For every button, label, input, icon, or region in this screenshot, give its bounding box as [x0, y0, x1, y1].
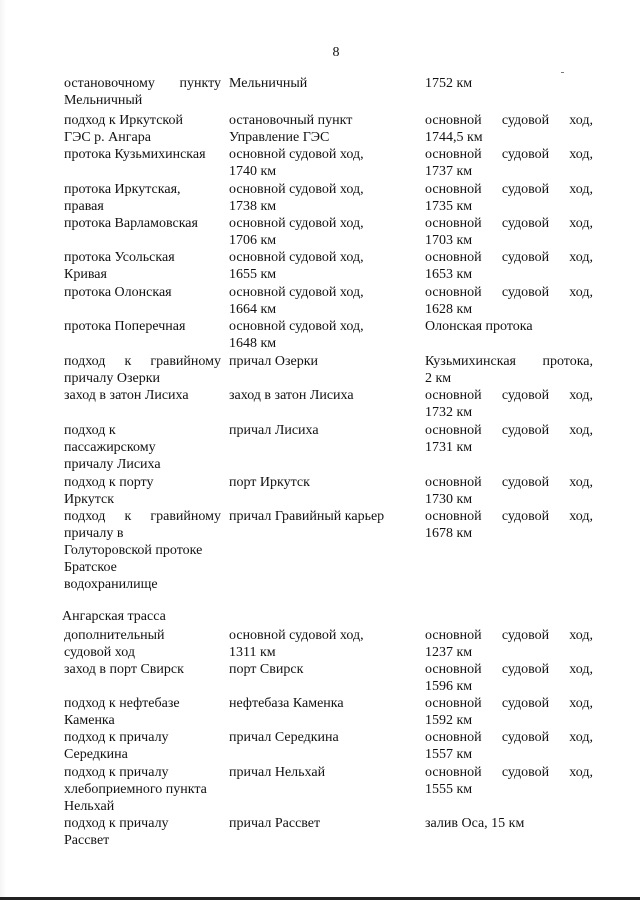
cell-line: Мельничный	[64, 93, 143, 108]
cell-line: остановочному пункту	[64, 76, 221, 91]
junction-cell	[425, 353, 593, 387]
cell-line: основной судовой ход,	[229, 250, 364, 265]
destination-cell	[229, 764, 409, 781]
cell-line: 1237 км	[425, 645, 473, 660]
junction-cell	[425, 387, 593, 421]
cell-line: Голуторовской протоке	[64, 543, 203, 558]
cell-line: протока Поперечная	[64, 319, 186, 334]
cell-line: основной судовой ход,	[229, 285, 364, 300]
cell-line: основной судовой ход,	[425, 250, 593, 265]
cell-line: 1738 км	[229, 199, 277, 214]
cell-line: водохранилище	[64, 577, 158, 592]
cell-line: подход к причалу	[64, 730, 169, 745]
cell-line: Середкина	[64, 747, 128, 762]
cell-line: 1653 км	[425, 267, 473, 282]
junction-cell	[425, 764, 593, 798]
cell-line: 1592 км	[425, 713, 473, 728]
cell-line: залив Оса, 15 км	[425, 816, 525, 831]
destination-cell	[229, 112, 409, 146]
cell-line: подход к	[64, 423, 116, 438]
waterway-cell	[64, 661, 221, 678]
cell-line: Мельничный	[229, 76, 308, 91]
cell-line: 1664 км	[229, 302, 277, 317]
cell-line: основной судовой ход,	[229, 182, 364, 197]
cell-line: подход к причалу	[64, 765, 169, 780]
cell-line: 1706 км	[229, 233, 277, 248]
destination-cell	[229, 215, 409, 249]
destination-cell	[229, 249, 409, 283]
cell-line: Каменка	[64, 713, 115, 728]
cell-line: причал Озерки	[229, 354, 318, 369]
cell-line: Олонская протока	[425, 319, 533, 334]
waterway-cell	[64, 695, 221, 729]
cell-line: 1730 км	[425, 492, 473, 507]
waterway-cell	[64, 318, 221, 335]
cell-line: остановочный пункт	[229, 113, 353, 128]
cell-line: причал Гравийный карьер	[229, 509, 385, 524]
waterway-cell	[64, 422, 221, 473]
cell-line: Управление ГЭС	[229, 130, 330, 145]
cell-line: 1703 км	[425, 233, 473, 248]
cell-line: основной судовой ход,	[425, 628, 593, 643]
cell-line: порт Иркутск	[229, 475, 310, 490]
cell-line: 1737 км	[425, 164, 473, 179]
waterway-cell	[64, 729, 221, 763]
cell-line: подход к порту	[64, 475, 154, 490]
cell-line: Нельхай	[64, 799, 115, 814]
destination-cell	[229, 508, 409, 525]
destination-cell	[229, 284, 409, 318]
junction-cell	[425, 181, 593, 215]
junction-cell	[425, 422, 593, 456]
junction-cell	[425, 661, 593, 695]
waterway-cell	[64, 284, 221, 301]
cell-line: 2 км	[425, 371, 452, 386]
destination-cell	[229, 318, 409, 352]
waterway-cell	[64, 146, 221, 163]
cell-line: 1735 км	[425, 199, 473, 214]
cell-line: 1555 км	[425, 782, 473, 797]
cell-line: протока Иркутская,	[64, 182, 181, 197]
cell-line: основной судовой ход,	[425, 113, 593, 128]
cell-line: Рассвет	[64, 833, 110, 848]
cell-line: 1648 км	[229, 336, 277, 351]
cell-line: основной судовой ход,	[425, 388, 593, 403]
cell-line: основной судовой ход,	[229, 319, 364, 334]
cell-line: основной судовой ход,	[425, 216, 593, 231]
waterway-cell	[64, 249, 221, 283]
waterway-cell	[64, 215, 221, 232]
junction-cell	[425, 729, 593, 763]
cell-line: 1628 км	[425, 302, 473, 317]
cell-line: Иркутск	[64, 492, 115, 507]
cell-line: Братское	[64, 560, 117, 575]
cell-line: 1752 км	[425, 76, 473, 91]
cell-line: хлебоприемного пункта	[64, 782, 207, 797]
junction-cell	[425, 249, 593, 283]
cell-line: нефтебаза Каменка	[229, 696, 344, 711]
destination-cell	[229, 75, 409, 92]
cell-line: основной судовой ход,	[425, 475, 593, 490]
waterway-cell	[64, 474, 221, 508]
cell-line: 1557 км	[425, 747, 473, 762]
destination-cell	[229, 474, 409, 491]
cell-line: основной судовой ход,	[425, 696, 593, 711]
cell-line: причал Лисиха	[229, 423, 319, 438]
junction-cell	[425, 627, 593, 661]
cell-line: судовой ход	[64, 645, 135, 660]
destination-cell	[229, 627, 409, 661]
cell-line: подход к гравийному	[64, 509, 221, 524]
cell-line: причалу Озерки	[64, 371, 160, 386]
section-title: Ангарская трасса	[62, 609, 166, 624]
cell-line: 1740 км	[229, 164, 277, 179]
junction-cell	[425, 695, 593, 729]
cell-line: заход в затон Лисиха	[64, 388, 189, 403]
waterway-cell	[64, 181, 221, 215]
cell-line: Кривая	[64, 267, 107, 282]
cell-line: подход к причалу	[64, 816, 169, 831]
cell-line: основной судовой ход,	[425, 423, 593, 438]
junction-cell	[425, 146, 593, 180]
destination-cell	[229, 387, 409, 404]
scan-speck	[561, 72, 564, 73]
waterway-cell	[64, 815, 221, 849]
cell-line: основной судовой ход,	[425, 285, 593, 300]
waterway-cell	[64, 112, 221, 146]
cell-line: причал Нельхай	[229, 765, 326, 780]
cell-line: 1678 км	[425, 526, 473, 541]
cell-line: причалу в	[64, 526, 124, 541]
cell-line: основной судовой ход,	[425, 662, 593, 677]
destination-cell	[229, 729, 409, 746]
destination-cell	[229, 146, 409, 180]
cell-line: протока Кузьмихинская	[64, 147, 206, 162]
cell-line: основной судовой ход,	[229, 628, 364, 643]
cell-line: 1311 км	[229, 645, 276, 660]
destination-cell	[229, 353, 409, 370]
cell-line: порт Свирск	[229, 662, 304, 677]
cell-line: пассажирскому	[64, 440, 156, 455]
cell-line: 1744,5 км	[425, 130, 483, 145]
page-number: 8	[332, 45, 340, 60]
cell-line: заход в порт Свирск	[64, 662, 184, 677]
scan-edge-shadow	[0, 0, 6, 900]
destination-cell	[229, 695, 409, 712]
junction-cell	[425, 112, 593, 146]
cell-line: дополнительный	[64, 628, 165, 643]
cell-line: причал Середкина	[229, 730, 339, 745]
waterway-cell	[64, 387, 221, 404]
destination-cell	[229, 815, 409, 832]
cell-line: основной судовой ход,	[425, 509, 593, 524]
destination-cell	[229, 181, 409, 215]
junction-cell	[425, 215, 593, 249]
cell-line: причал Рассвет	[229, 816, 321, 831]
junction-cell	[425, 815, 593, 832]
cell-line: 1596 км	[425, 679, 473, 694]
junction-cell	[425, 284, 593, 318]
cell-line: основной судовой ход,	[425, 182, 593, 197]
cell-line: протока Варламовская	[64, 216, 198, 231]
cell-line: протока Олонская	[64, 285, 172, 300]
waterway-cell	[64, 627, 221, 661]
cell-line: ГЭС р. Ангара	[64, 130, 151, 145]
waterway-cell	[64, 508, 221, 593]
cell-line: причалу Лисиха	[64, 457, 161, 472]
waterway-cell	[64, 75, 221, 109]
cell-line: основной судовой ход,	[425, 765, 593, 780]
cell-line: подход к гравийному	[64, 354, 221, 369]
destination-cell	[229, 661, 409, 678]
cell-line: протока Усольская	[64, 250, 175, 265]
cell-line: Кузьмихинская протока,	[425, 354, 593, 369]
cell-line: правая	[64, 199, 104, 214]
junction-cell	[425, 75, 593, 92]
waterway-cell	[64, 353, 221, 387]
junction-cell	[425, 508, 593, 542]
waterway-cell	[64, 764, 221, 815]
junction-cell	[425, 474, 593, 508]
junction-cell	[425, 318, 593, 335]
cell-line: основной судовой ход,	[425, 730, 593, 745]
cell-line: подход к Иркутской	[64, 113, 183, 128]
destination-cell	[229, 422, 409, 439]
cell-line: 1655 км	[229, 267, 277, 282]
cell-line: 1732 км	[425, 405, 473, 420]
cell-line: основной судовой ход,	[229, 147, 364, 162]
cell-line: заход в затон Лисиха	[229, 388, 354, 403]
cell-line: основной судовой ход,	[425, 147, 593, 162]
cell-line: основной судовой ход,	[229, 216, 364, 231]
cell-line: подход к нефтебазе	[64, 696, 180, 711]
cell-line: 1731 км	[425, 440, 473, 455]
